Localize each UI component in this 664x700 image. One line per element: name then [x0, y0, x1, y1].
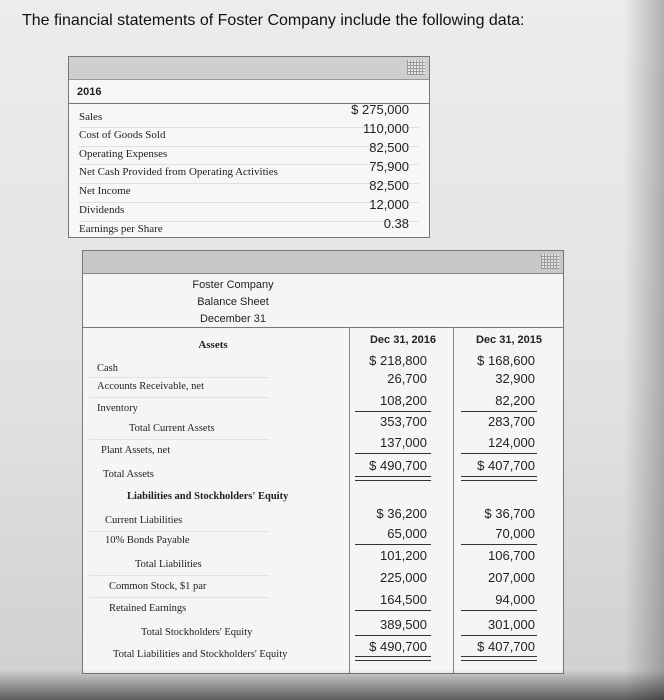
summary-year: 2016: [77, 86, 102, 98]
balance-value-2015: 70,000: [495, 526, 535, 541]
balance-label: 10% Bonds Payable: [105, 535, 190, 546]
photo-bottom-shadow: [0, 670, 664, 700]
balance-label: Accounts Receivable, net: [97, 381, 204, 392]
balance-value-2016: 225,000: [380, 570, 427, 585]
balance-value-2015: $ 168,600: [477, 353, 535, 368]
company-name: Foster Company: [192, 279, 274, 291]
photo-edge-shadow: [624, 0, 664, 700]
balance-value-2015: $ 407,700: [477, 639, 535, 654]
underline: [355, 411, 431, 412]
summary-value: 0.38: [383, 216, 409, 231]
balance-label: Cash: [97, 363, 118, 374]
underline: [461, 544, 537, 545]
underline: [355, 635, 431, 636]
summary-value: $ 275,000: [351, 102, 409, 117]
balance-value-2016: $ 36,200: [376, 506, 427, 521]
summary-label: Net Cash Provided from Operating Activities: [79, 166, 278, 178]
balance-value-2015: 82,200: [495, 393, 535, 408]
summary-value: 82,500: [369, 178, 409, 193]
table-grip-icon: [407, 60, 425, 75]
divider: [83, 327, 563, 328]
underline: [461, 453, 537, 454]
summary-value: 12,000: [369, 197, 409, 212]
balance-value-2015: $ 407,700: [477, 458, 535, 473]
underline: [461, 635, 537, 636]
summary-label: Operating Expenses: [79, 148, 168, 160]
balance-label: Total Current Assets: [129, 423, 215, 434]
balance-label: Inventory: [97, 403, 138, 414]
balance-value-2016: 65,000: [387, 526, 427, 541]
balance-value-2015: 94,000: [495, 592, 535, 607]
problem-heading: The financial statements of Foster Company include the following data:: [22, 12, 525, 29]
balance-value-2016: $ 490,700: [369, 639, 427, 654]
summary-label: Dividends: [79, 204, 125, 216]
summary-label: Sales: [79, 111, 103, 123]
balance-value-2015: 124,000: [488, 435, 535, 450]
divider: [89, 575, 269, 576]
balance-value-2015: 207,000: [488, 570, 535, 585]
balance-value-2016: 26,700: [387, 371, 427, 386]
underline: [461, 610, 537, 611]
balance-value-2015: 32,900: [495, 371, 535, 386]
balance-value-2016: 353,700: [380, 414, 427, 429]
balance-sheet-table: [82, 250, 564, 674]
balance-sheet-header-bar: [83, 251, 563, 274]
assets-header: Assets: [198, 339, 228, 351]
liabilities-header: Liabilities and Stockholders' Equity: [127, 491, 289, 502]
balance-value-2016: 164,500: [380, 592, 427, 607]
underline: [461, 411, 537, 412]
balance-label: Total Stockholders' Equity: [141, 627, 253, 638]
summary-label: Net Income: [79, 185, 131, 197]
balance-value-2016: 137,000: [380, 435, 427, 450]
underline: [355, 453, 431, 454]
balance-value-2015: $ 36,700: [484, 506, 535, 521]
balance-label: Retained Earnings: [109, 603, 187, 614]
balance-value-2015: 106,700: [488, 548, 535, 563]
underline: [355, 544, 431, 545]
balance-value-2016: $ 490,700: [369, 458, 427, 473]
double-underline: [461, 476, 537, 481]
summary-value: 75,900: [369, 159, 409, 174]
statement-name: Balance Sheet: [197, 296, 269, 308]
balance-label: Plant Assets, net: [101, 445, 171, 456]
divider: [89, 377, 269, 378]
divider: [89, 439, 269, 440]
balance-value-2016: 108,200: [380, 393, 427, 408]
summary-table: [68, 56, 430, 238]
divider: [79, 164, 419, 165]
statement-date: December 31: [199, 313, 267, 325]
summary-table-header-bar: [69, 57, 429, 80]
divider: [89, 531, 269, 532]
summary-value: 110,000: [362, 121, 409, 136]
balance-value-2016: 101,200: [380, 548, 427, 563]
table-grip-icon: [541, 254, 559, 269]
divider: [79, 146, 419, 147]
summary-label: Earnings per Share: [79, 223, 163, 235]
column-header-2016: Dec 31, 2016: [369, 334, 437, 346]
divider: [89, 397, 269, 398]
balance-label: Common Stock, $1 par: [109, 581, 207, 592]
divider: [79, 221, 419, 222]
divider: [79, 202, 419, 203]
divider: [89, 597, 269, 598]
double-underline: [461, 656, 537, 661]
double-underline: [355, 656, 431, 661]
summary-value: 82,500: [369, 140, 409, 155]
balance-value-2015: 301,000: [488, 617, 535, 632]
divider: [79, 183, 419, 184]
balance-label: Total Liabilities and Stockholders' Equity: [113, 649, 288, 660]
underline: [355, 610, 431, 611]
balance-label: Current Liabilities: [105, 515, 183, 526]
summary-label: Cost of Goods Sold: [79, 129, 166, 141]
column-header-2015: Dec 31, 2015: [475, 334, 543, 346]
balance-label: Total Assets: [103, 469, 154, 480]
balance-value-2015: 283,700: [488, 414, 535, 429]
double-underline: [355, 476, 431, 481]
balance-value-2016: 389,500: [380, 617, 427, 632]
balance-value-2016: $ 218,800: [369, 353, 427, 368]
balance-label: Total Liabilities: [135, 559, 202, 570]
